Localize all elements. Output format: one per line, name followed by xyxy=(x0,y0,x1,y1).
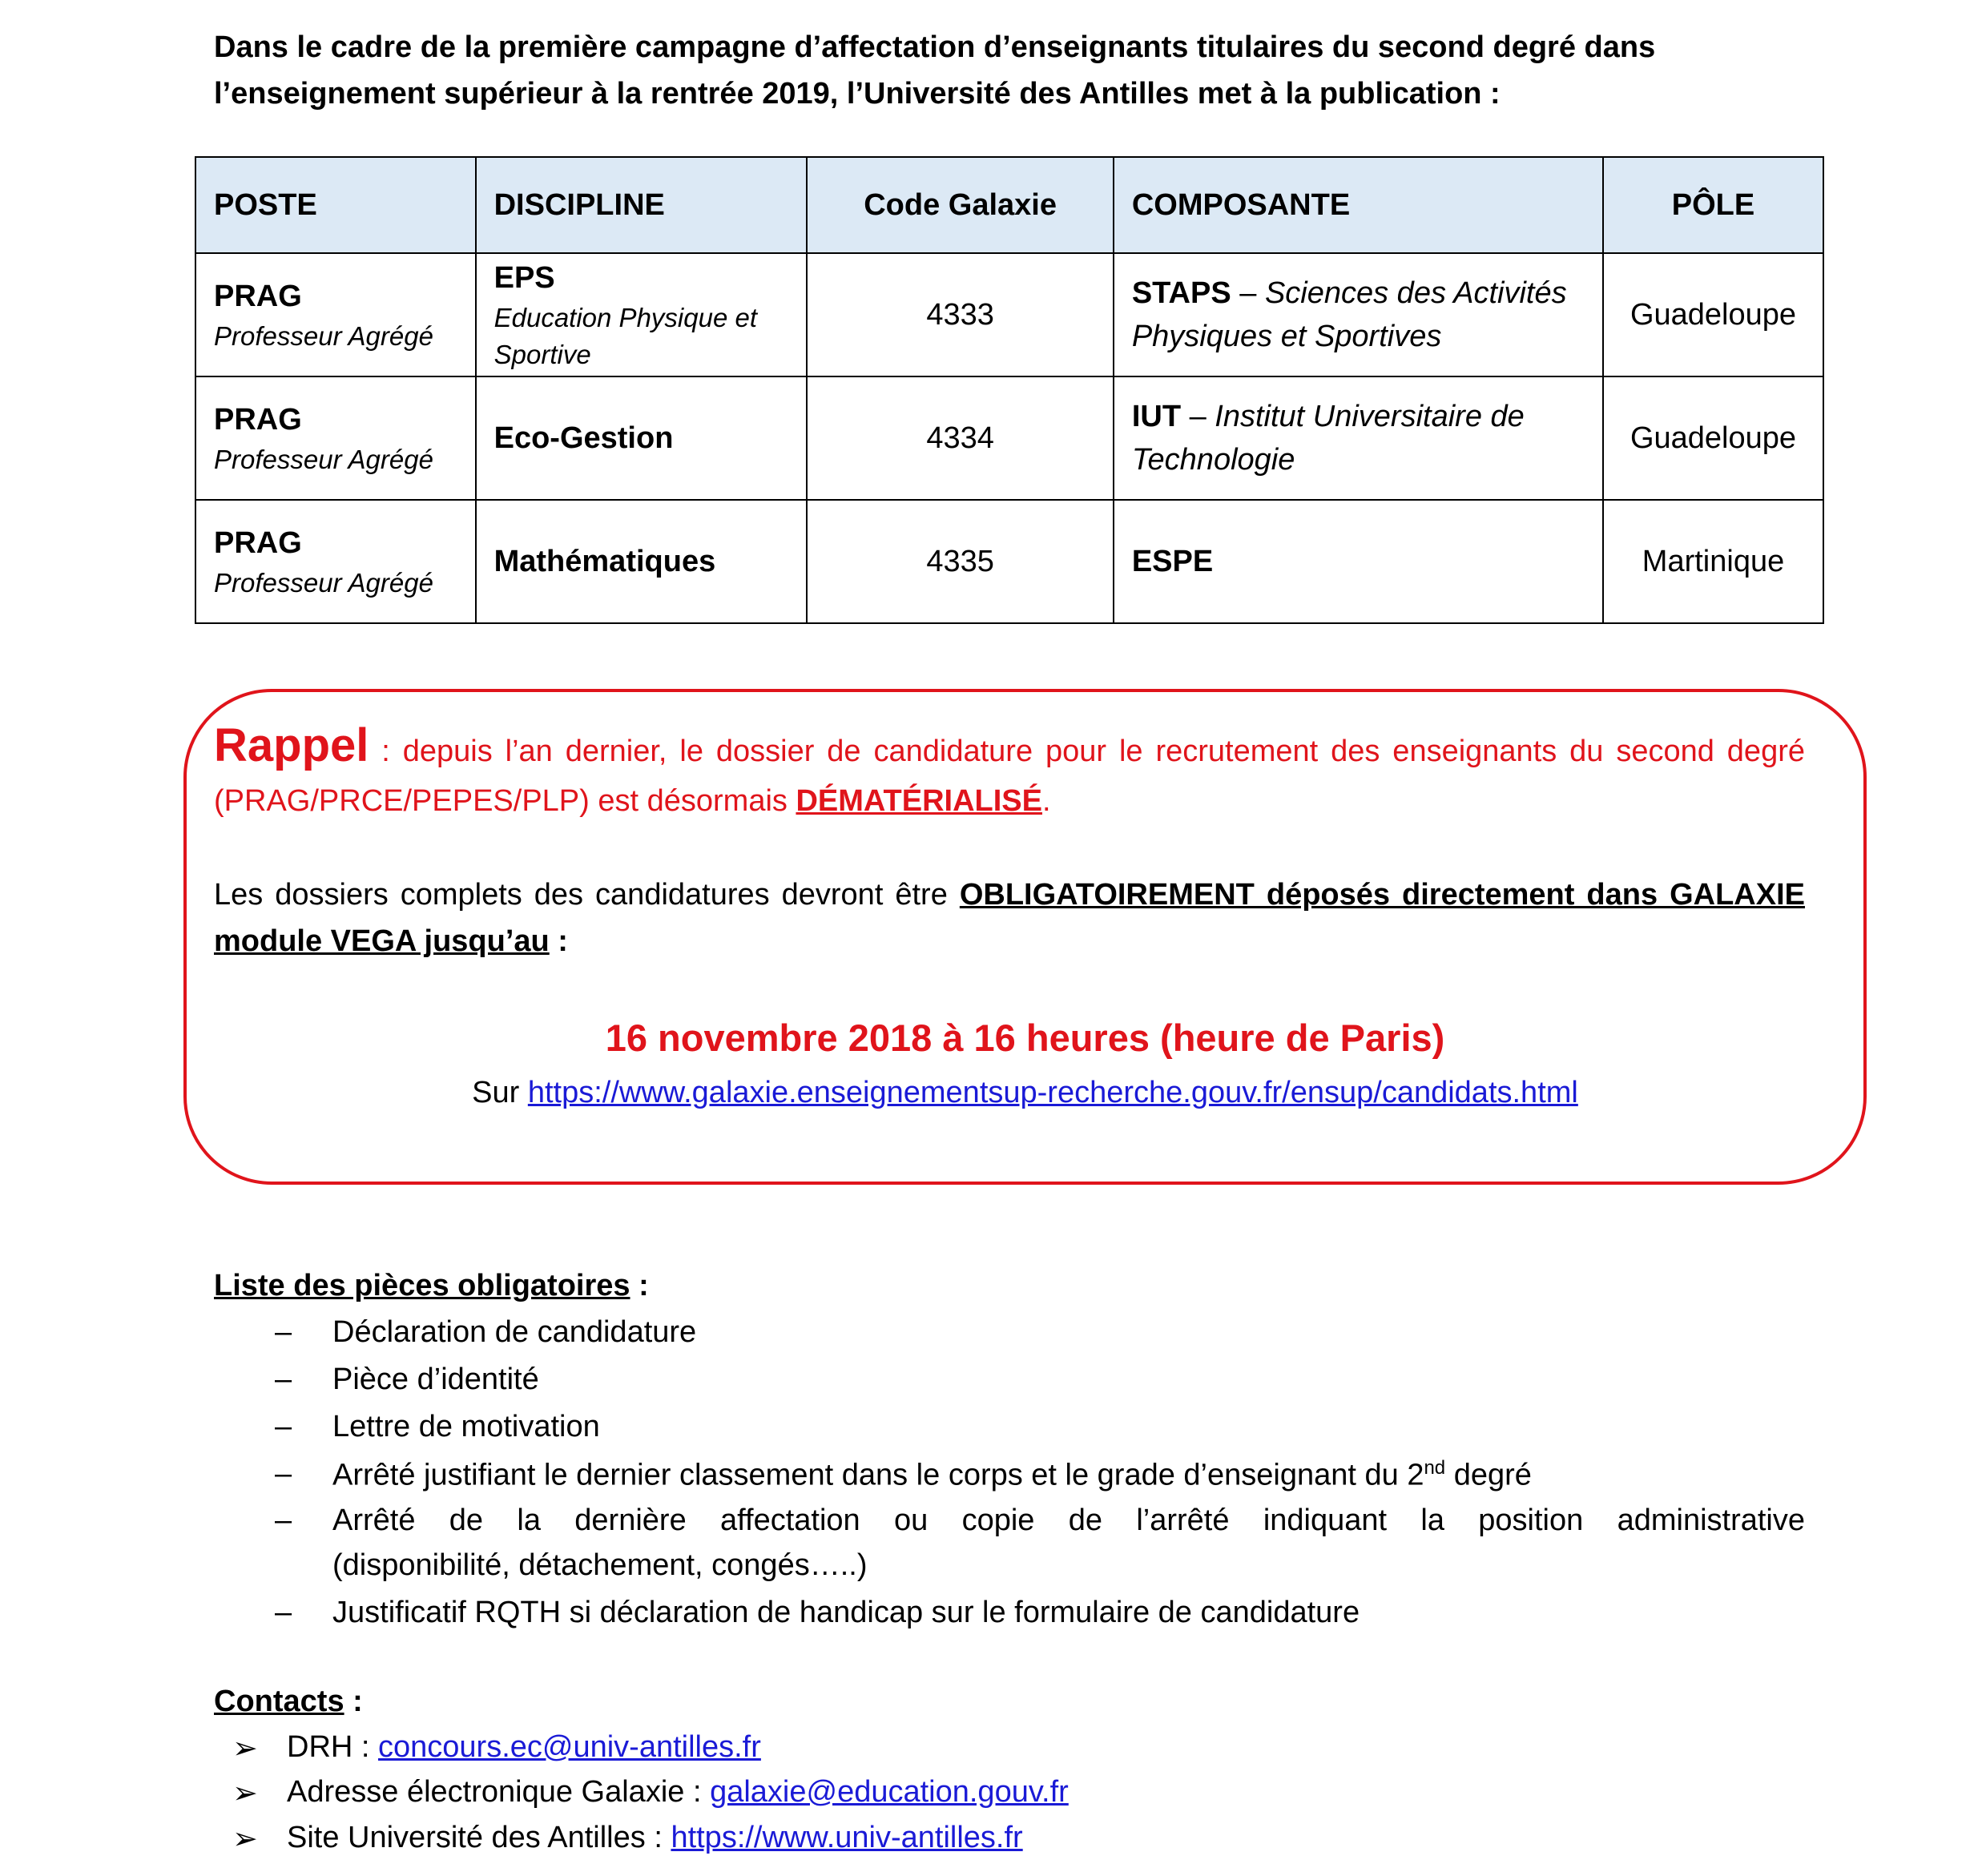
dash-icon: – xyxy=(275,1504,292,1537)
discipline: EPS xyxy=(493,261,555,295)
list-item xyxy=(332,1457,1532,1493)
cell-pole: Guadeloupe xyxy=(1603,376,1823,500)
cell-composante: IUT – Institut Universitaire de Technologie xyxy=(1114,376,1603,500)
poste-detail: Professeur Agrégé xyxy=(214,568,433,598)
rappel-end: . xyxy=(1041,784,1051,818)
intro-paragraph: Dans le cadre de la première campagne d’affectation d’enseignants titulaires du second degré dans l’enseignement supérieur à la rentrée 2019, l’Université des Antilles met à la publication : xyxy=(214,30,1656,111)
sup: nd xyxy=(1424,1457,1446,1479)
cell-pole: Guadeloupe xyxy=(1603,253,1823,376)
dossiers-paragraph xyxy=(214,872,1805,964)
cell-discipline: Eco-Gestion xyxy=(476,376,808,500)
cell-code: 4333 xyxy=(807,253,1113,376)
table-header-row xyxy=(195,157,1823,253)
contact-label: Site Université des Antilles : xyxy=(287,1821,671,1854)
cell-code: 4334 xyxy=(807,376,1113,500)
contact-drh xyxy=(287,1730,761,1765)
dossiers-end: : xyxy=(549,924,568,958)
rappel-text: : depuis l’an dernier, le dossier de candidature pour le recrutement des enseignants du second degré (PRAG/PRCE/PEPES/PLP) est désormais xyxy=(214,735,1805,818)
list-item: Déclaration de candidature xyxy=(332,1315,697,1349)
arrow-bullet-icon: ➢ xyxy=(232,1777,258,1810)
dash-icon: – xyxy=(275,1410,292,1443)
item-text: Arrêté justifiant le dernier classement dans le corps et le grade d’enseignant du 2 xyxy=(332,1458,1424,1492)
poste: PRAG xyxy=(214,403,302,437)
contact-label: Adresse électronique Galaxie : xyxy=(287,1775,711,1809)
cell-code: 4335 xyxy=(807,500,1113,623)
deadline: 16 novembre 2018 à 16 heures (heure de Paris) xyxy=(605,1017,1445,1059)
contacts-title-text: Contacts xyxy=(214,1685,344,1718)
rappel-emphasis: DÉMATÉRIALISÉ xyxy=(796,784,1042,818)
poste-detail: Professeur Agrégé xyxy=(214,321,433,351)
arrow-bullet-icon: ➢ xyxy=(232,1822,258,1856)
positions-table xyxy=(195,156,1824,624)
cell-composante: STAPS – Sciences des Activités Physiques et Sportives xyxy=(1114,253,1603,376)
contact-label: DRH : xyxy=(287,1730,378,1764)
poste: PRAG xyxy=(214,280,302,313)
arrow-bullet-icon: ➢ xyxy=(232,1732,258,1765)
dash-icon: – xyxy=(275,1457,292,1491)
list-item-continuation: (disponibilité, détachement, congés…..) xyxy=(332,1548,868,1582)
contacts-title xyxy=(214,1685,363,1719)
table-row xyxy=(195,253,1823,376)
pieces-title xyxy=(214,1269,649,1303)
list-item: Justificatif RQTH si déclaration de handicap sur le formulaire de candidature xyxy=(332,1596,1360,1629)
dash-icon: – xyxy=(275,1363,292,1396)
header-composante: COMPOSANTE xyxy=(1114,157,1603,253)
contacts-colon: : xyxy=(344,1685,363,1718)
pieces-title-text: Liste des pièces obligatoires xyxy=(214,1269,630,1302)
dash-icon: – xyxy=(275,1315,292,1349)
dossiers-bold: OBLIGATOIREMENT déposés directement dans GALAXIE module VEGA jusqu’au xyxy=(214,878,1806,958)
cell-pole: Martinique xyxy=(1603,500,1823,623)
composante-detail: Institut Universitaire de Technologie xyxy=(1131,400,1525,477)
rappel-paragraph xyxy=(214,721,1805,826)
contact-galaxie xyxy=(287,1775,1069,1810)
pieces-colon: : xyxy=(630,1269,649,1302)
drh-email-link[interactable]: concours.ec@univ-antilles.fr xyxy=(378,1730,761,1764)
list-item: Arrêté de la dernière affectation ou copie de l’arrêté indiquant la position administrative xyxy=(332,1504,1805,1537)
header-pole: PÔLE xyxy=(1603,157,1823,253)
cell-discipline xyxy=(476,253,808,376)
dash-icon: – xyxy=(275,1596,292,1629)
header-discipline: DISCIPLINE xyxy=(476,157,808,253)
cell-composante: ESPE xyxy=(1114,500,1603,623)
table-row xyxy=(195,500,1823,623)
discipline-detail: Education Physique et Sportive xyxy=(493,303,757,369)
cell-discipline: Mathématiques xyxy=(476,500,808,623)
url-line xyxy=(183,1076,1867,1110)
list-item: Lettre de motivation xyxy=(332,1410,600,1443)
composante-detail: Sciences des Activités Physiques et Sportives xyxy=(1131,276,1567,353)
header-poste: POSTE xyxy=(195,157,476,253)
composante: STAPS xyxy=(1131,276,1231,310)
galaxie-candidats-link[interactable]: https://www.galaxie.enseignementsup-recherche.gouv.fr/ensup/candidats.html xyxy=(527,1076,1578,1109)
table-row xyxy=(195,376,1823,500)
item-end: degré xyxy=(1445,1458,1532,1492)
composante: IUT xyxy=(1131,400,1182,433)
poste: PRAG xyxy=(214,526,302,560)
poste-detail: Professeur Agrégé xyxy=(214,445,433,474)
rappel-title: Rappel xyxy=(214,719,369,771)
cell-poste xyxy=(195,253,476,376)
sur-label: Sur xyxy=(472,1076,528,1109)
dossiers-text: Les dossiers complets des candidatures devront être xyxy=(214,878,960,912)
univ-site-link[interactable]: https://www.univ-antilles.fr xyxy=(671,1821,1023,1854)
cell-poste xyxy=(195,376,476,500)
list-item: Pièce d’identité xyxy=(332,1363,539,1396)
cell-poste xyxy=(195,500,476,623)
header-code: Code Galaxie xyxy=(807,157,1113,253)
contact-site xyxy=(287,1821,1023,1855)
galaxie-email-link[interactable]: galaxie@education.gouv.fr xyxy=(710,1775,1069,1809)
